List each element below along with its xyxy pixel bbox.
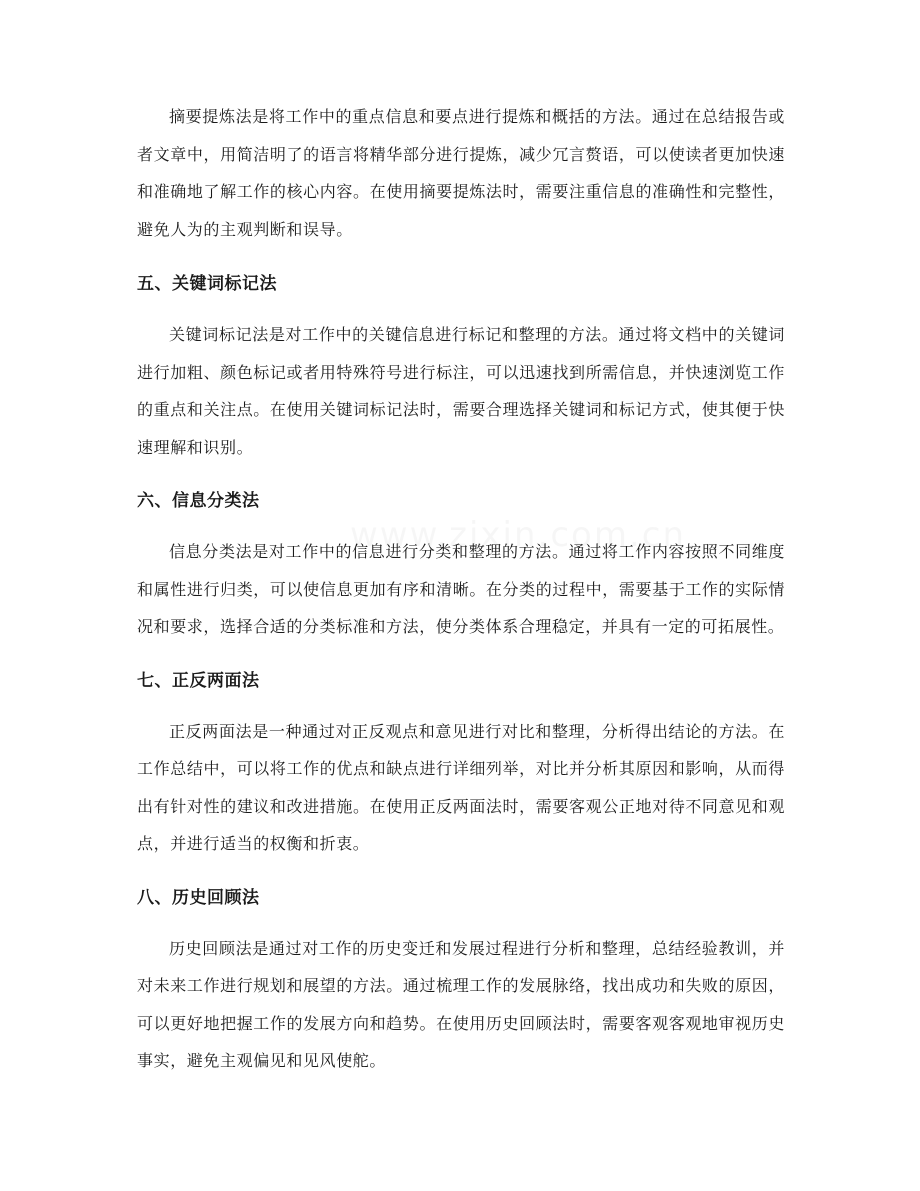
section-paragraph-7: 正反两面法是一种通过对正反观点和意见进行对比和整理，分析得出结论的方法。在工作总结中，可以将工作的优点和缺点进行详细列举，对比并分析其原因和影响，从而得出有针对性的建议和改进措施。在使用正反两面法时，需要客观公正地对待不同意见和观点，并进行适当的权衡和折衷。: [137, 721, 785, 853]
section-paragraph-8: 历史回顾法是通过对工作的历史变迁和发展过程进行分析和整理，总结经验教训，并对未来工作进行规划和展望的方法。通过梳理工作的发展脉络，找出成功和失败的原因，可以更好地把握工作的发展方向和趋势。在使用历史回顾法时，需要客观客观地审视历史事实，避免主观偏见和见风使舵。: [137, 938, 785, 1070]
section-paragraph-5: 关键词标记法是对工作中的关键信息进行标记和整理的方法。通过将文档中的关键词进行加粗、颜色标记或者用特殊符号进行标注，可以迅速找到所需信息，并快速浏览工作的重点和关注点。在使用关键词标记法时，需要合理选择关键词和标记方式，使其便于快速理解和识别。: [137, 325, 785, 457]
section-heading-5: 五、关键词标记法: [137, 274, 277, 294]
section-paragraph-6: 信息分类法是对工作中的信息进行分类和整理的方法。通过将工作内容按照不同维度和属性进行归类，可以使信息更加有序和清晰。在分类的过程中，需要基于工作的实际情况和要求，选择合适的分类标准和方法，使分类体系合理稳定，并具有一定的可拓展性。: [137, 542, 785, 636]
document-body: [137, 98, 785, 1080]
section-heading-6: 六、信息分类法: [137, 491, 260, 511]
section-heading-8: 八、历史回顾法: [137, 887, 260, 908]
intro-paragraph: 摘要提炼法是将工作中的重点信息和要点进行提炼和概括的方法。通过在总结报告或者文章中，用简洁明了的语言将精华部分进行提炼，减少冗言赘语，可以使读者更加快速和准确地了解工作的核心内容。在使用摘要提炼法时，需要注重信息的准确性和完整性，避免人为的主观判断和误导。: [137, 107, 785, 239]
section-heading-7: 七、正反两面法: [137, 670, 260, 691]
